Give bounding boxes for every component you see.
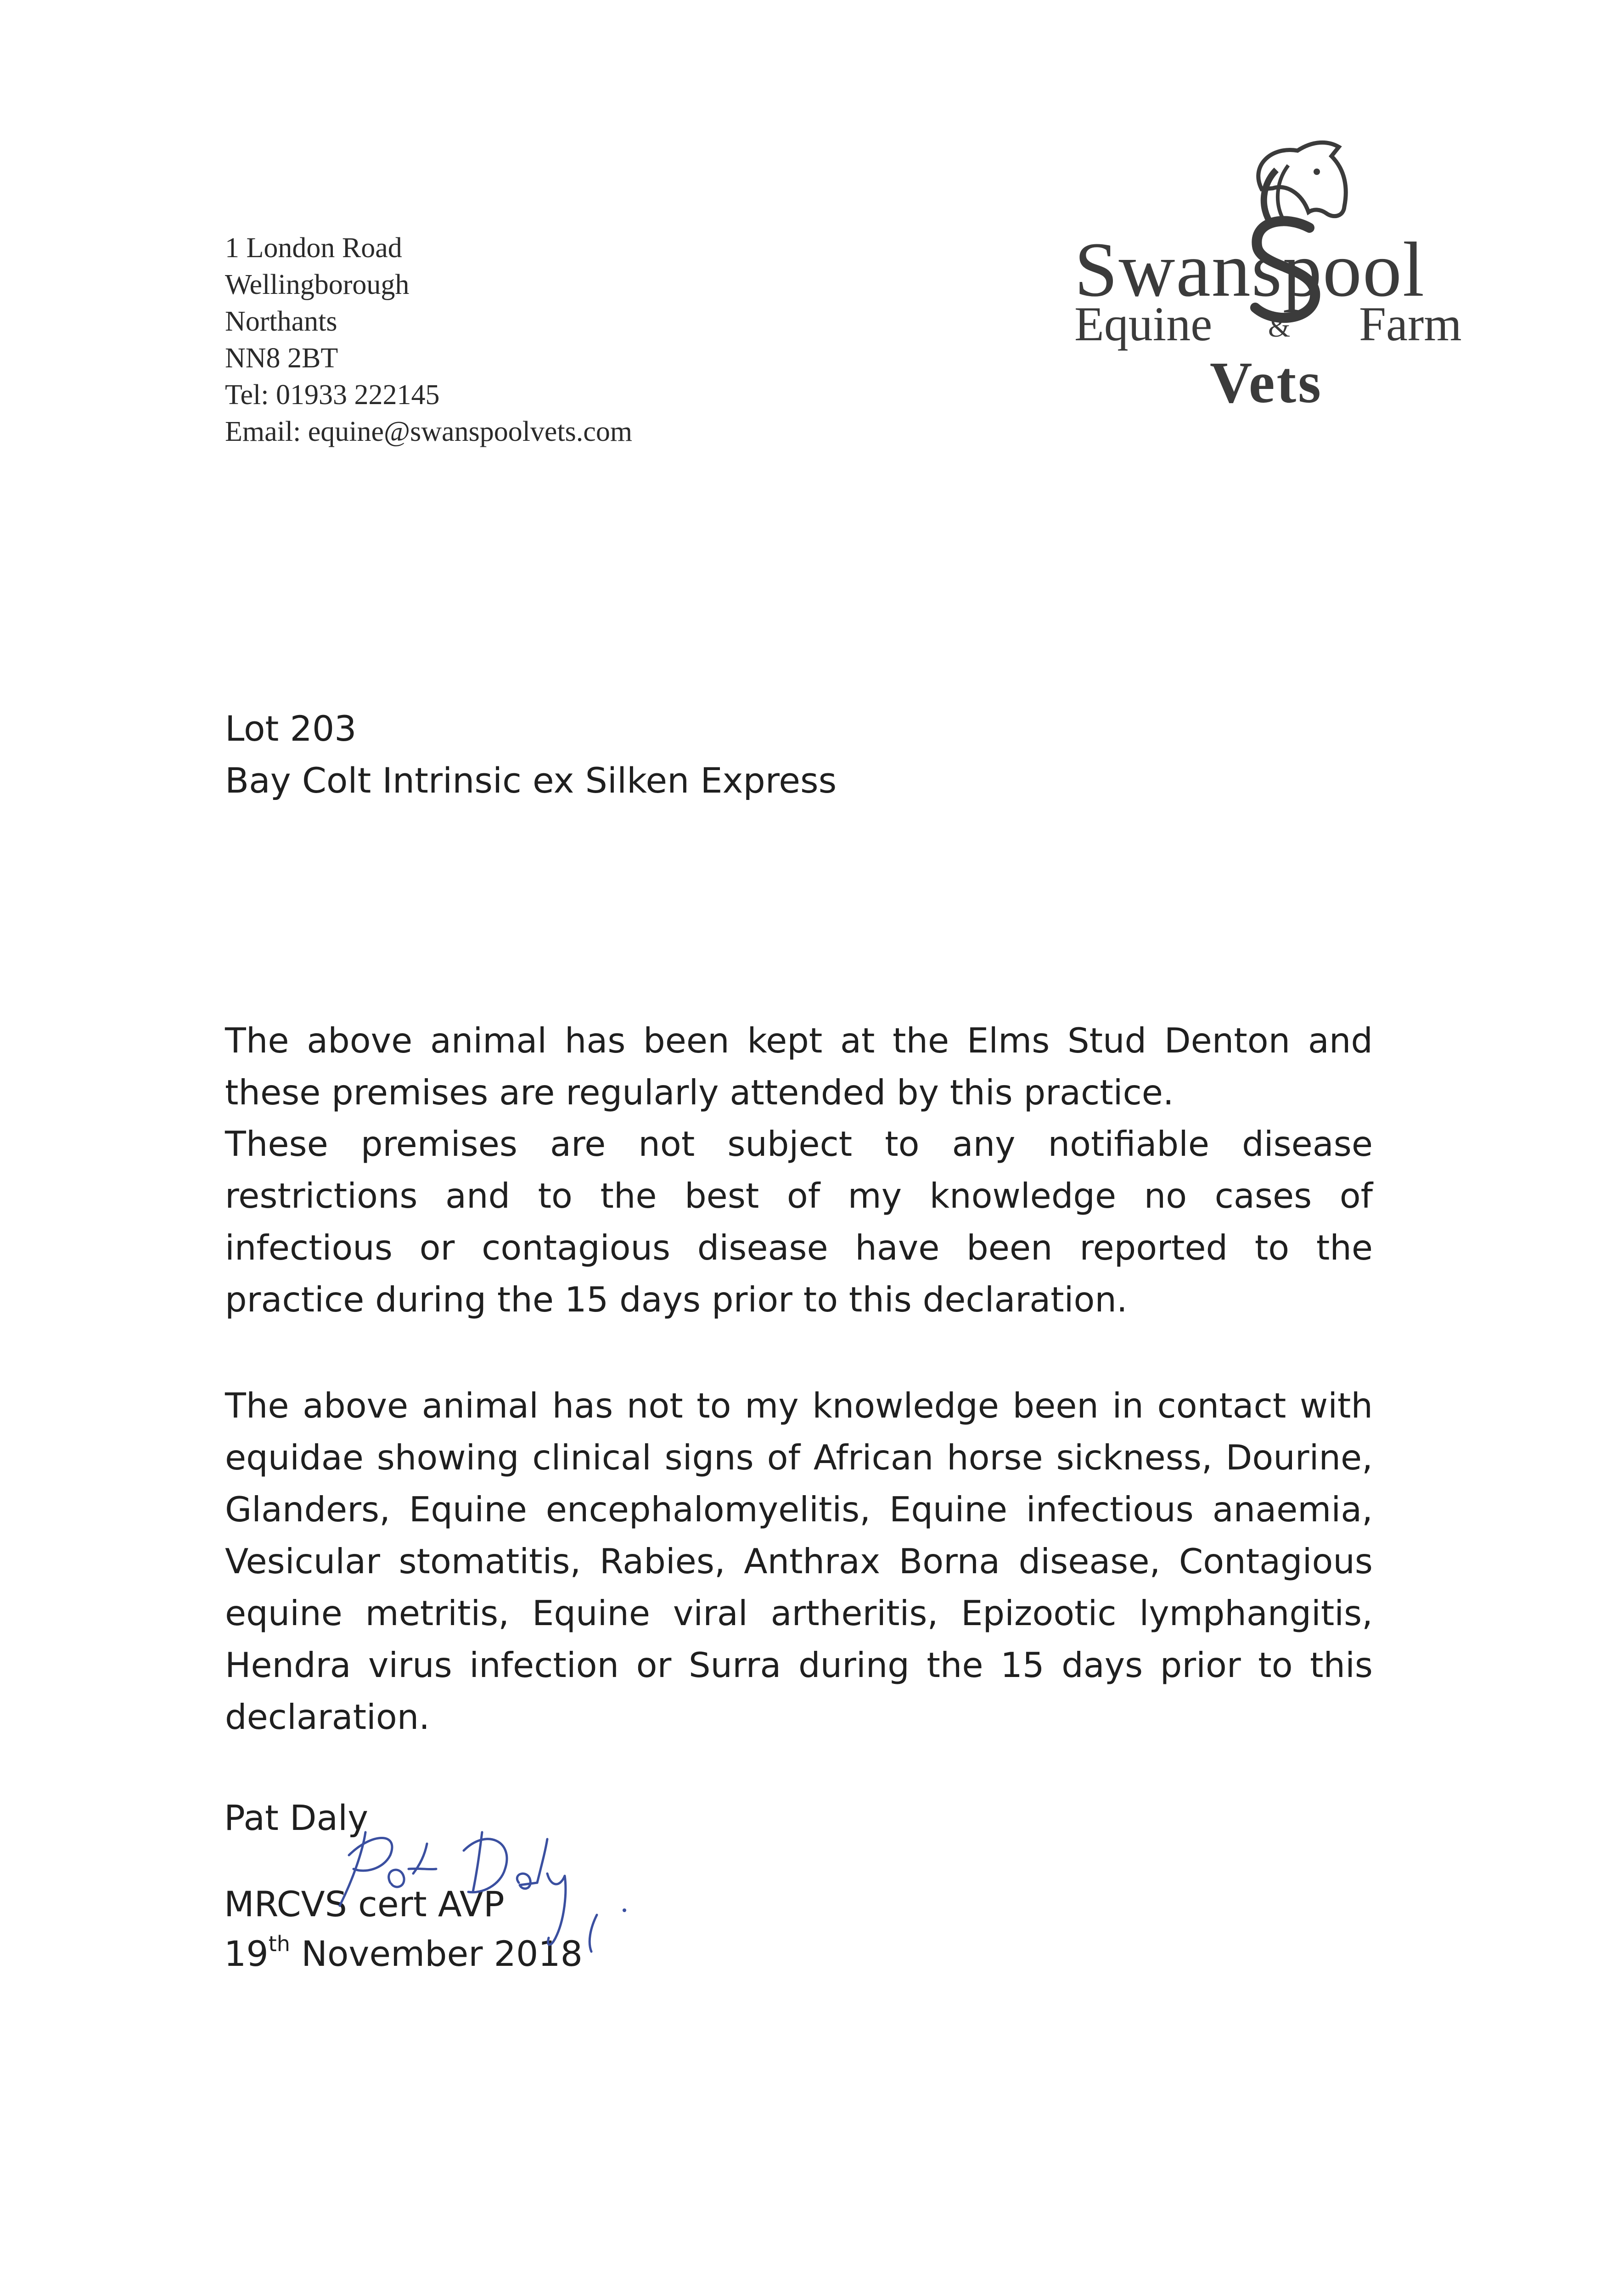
date-day: 19 [224,1933,269,1974]
address-line: Wellingborough [225,269,410,300]
signatory-name: Pat Daly [224,1797,369,1838]
address-email: Email: equine@swanspoolvets.com [225,416,633,447]
lot-number: Lot 203 [225,708,357,749]
address-line: NN8 2BT [225,343,338,374]
lot-description: Bay Colt Intrinsic ex Silken Express [225,760,837,801]
declaration-paragraph-restrictions: These premises are not subject to any notifiable disease restrictions and to the best of my knowledge no cases of infectious or contagious disease have been reported to the practice during the 15 days prior to this declaration. [225,1124,1373,1320]
declaration-paragraph-premises: The above animal has been kept at the Elms Stud Denton and these premises are regularly attended by this practice. [225,1020,1373,1113]
declaration-paragraph-contact: The above animal has not to my knowledge been in contact with equidae showing clinical signs of African horse sickness, Dourine, Glanders, Equine encephalomyelitis, Equine infectious anaemia, Vesicular stomatitis, Rabies, Anthrax Borna disease, Contagious equine metritis, Equine viral artheritis, Epizootic lymphangitis, Hendra virus infection or Surra during the 15 days prior to this declaration. [225,1385,1373,1737]
logo-name: Swanspool [1074,226,1426,313]
handwritten-signature [321,1800,643,1956]
date-month-year: November 2018 [290,1933,583,1974]
address-line: 1 London Road [225,232,402,264]
address-phone: Tel: 01933 222145 [225,379,440,411]
logo-vets: Vets [1210,350,1323,415]
logo-equine: Equine [1074,297,1213,351]
practice-logo [1056,138,1492,422]
address-line: Northants [225,306,337,337]
logo-farm: Farm [1359,297,1462,351]
date-suffix: th [268,1931,290,1956]
practice-address [225,230,868,450]
signatory-qualification: MRCVS cert AVP [224,1884,505,1925]
lot-heading [225,703,837,806]
logo-ampersand: & [1268,312,1291,343]
